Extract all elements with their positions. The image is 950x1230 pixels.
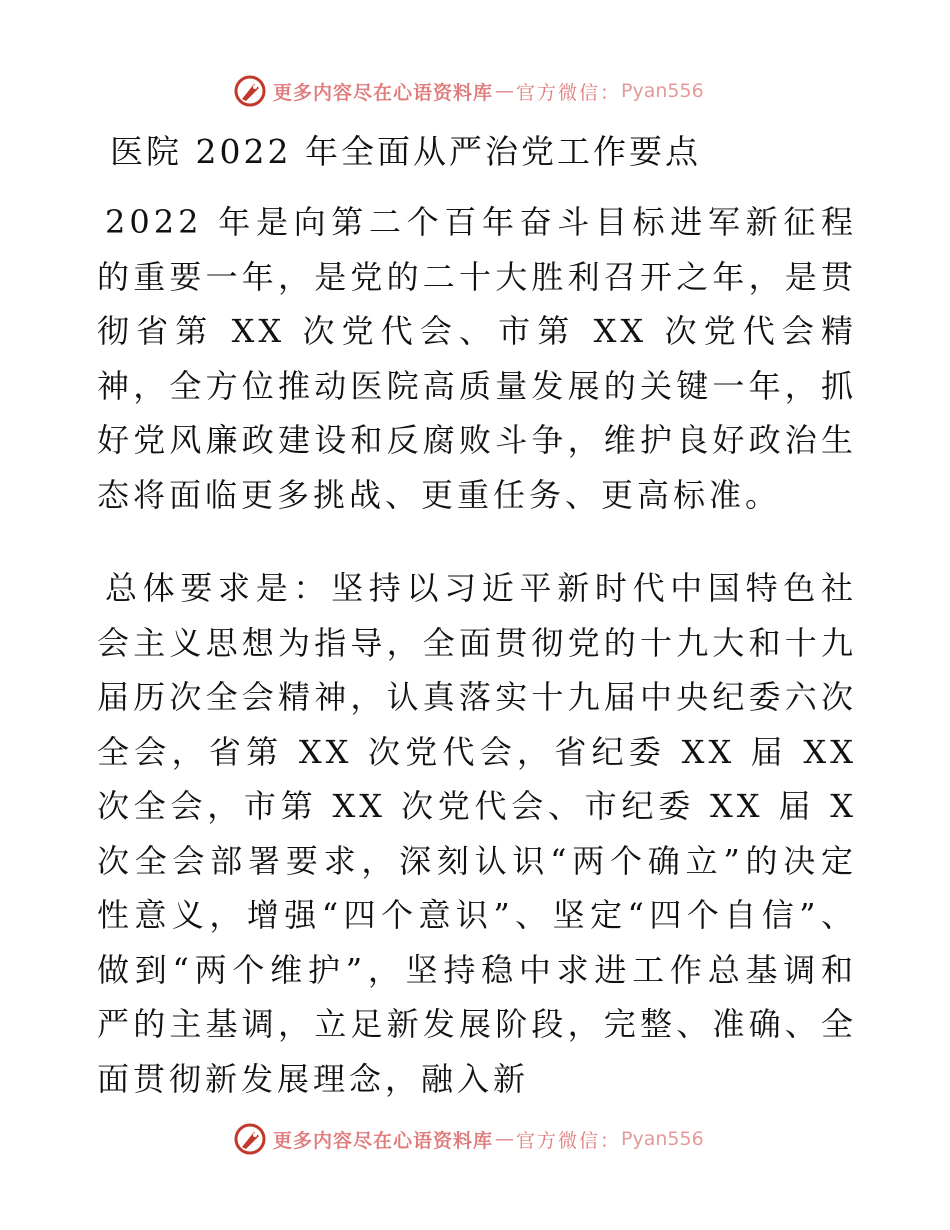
banner-wechat-label: 官方微信： (516, 81, 622, 104)
banner-dash: — (495, 1128, 515, 1150)
header-banner (233, 73, 704, 109)
banner-wechat-label: 官方微信： (516, 1129, 622, 1152)
footer-banner (233, 1121, 704, 1157)
pen-nib-logo-icon (233, 1122, 267, 1156)
banner-dash: — (495, 80, 515, 102)
banner-main-text: 更多内容尽在心语资料库 (273, 1129, 494, 1152)
document-title: 医院 2022 年全面从严治党工作要点 (110, 132, 701, 171)
paragraph-2: 总体要求是：坚持以习近平新时代中国特色社会主义思想为指导，全面贯彻党的十九大和十九届历次全会精神，认真落实十九届中央纪委六次全会，省第 XX 次党代会，省纪委 XX 届 XX 次全会，市第 XX 次党代会、市纪委 XX 届 X 次全会部署要求，深刻认识“两个确立”的决定性意义，增强“四个意识”、坚定“四个自信”、做到“两个维护”，坚持稳中求进工作总基调和严的主基调，立足新发展阶段，完整、准确、全面贯彻新发展理念，融入新 (97, 569, 857, 1098)
banner-wechat-id: Pyan556 (621, 80, 704, 102)
paragraph-1: 2022 年是向第二个百年奋斗目标进军新征程的重要一年，是党的二十大胜利召开之年，是贯彻省第 XX 次党代会、市第 XX 次党代会精神，全方位推动医院高质量发展的关键一年，抓好党风廉政建设和反腐败斗争，维护良好政治生态将面临更多挑战、更重任务、更高标准。 (97, 203, 857, 514)
pen-nib-logo-icon (233, 74, 267, 108)
banner-wechat-id: Pyan556 (621, 1128, 704, 1150)
banner-main-text: 更多内容尽在心语资料库 (273, 81, 494, 104)
